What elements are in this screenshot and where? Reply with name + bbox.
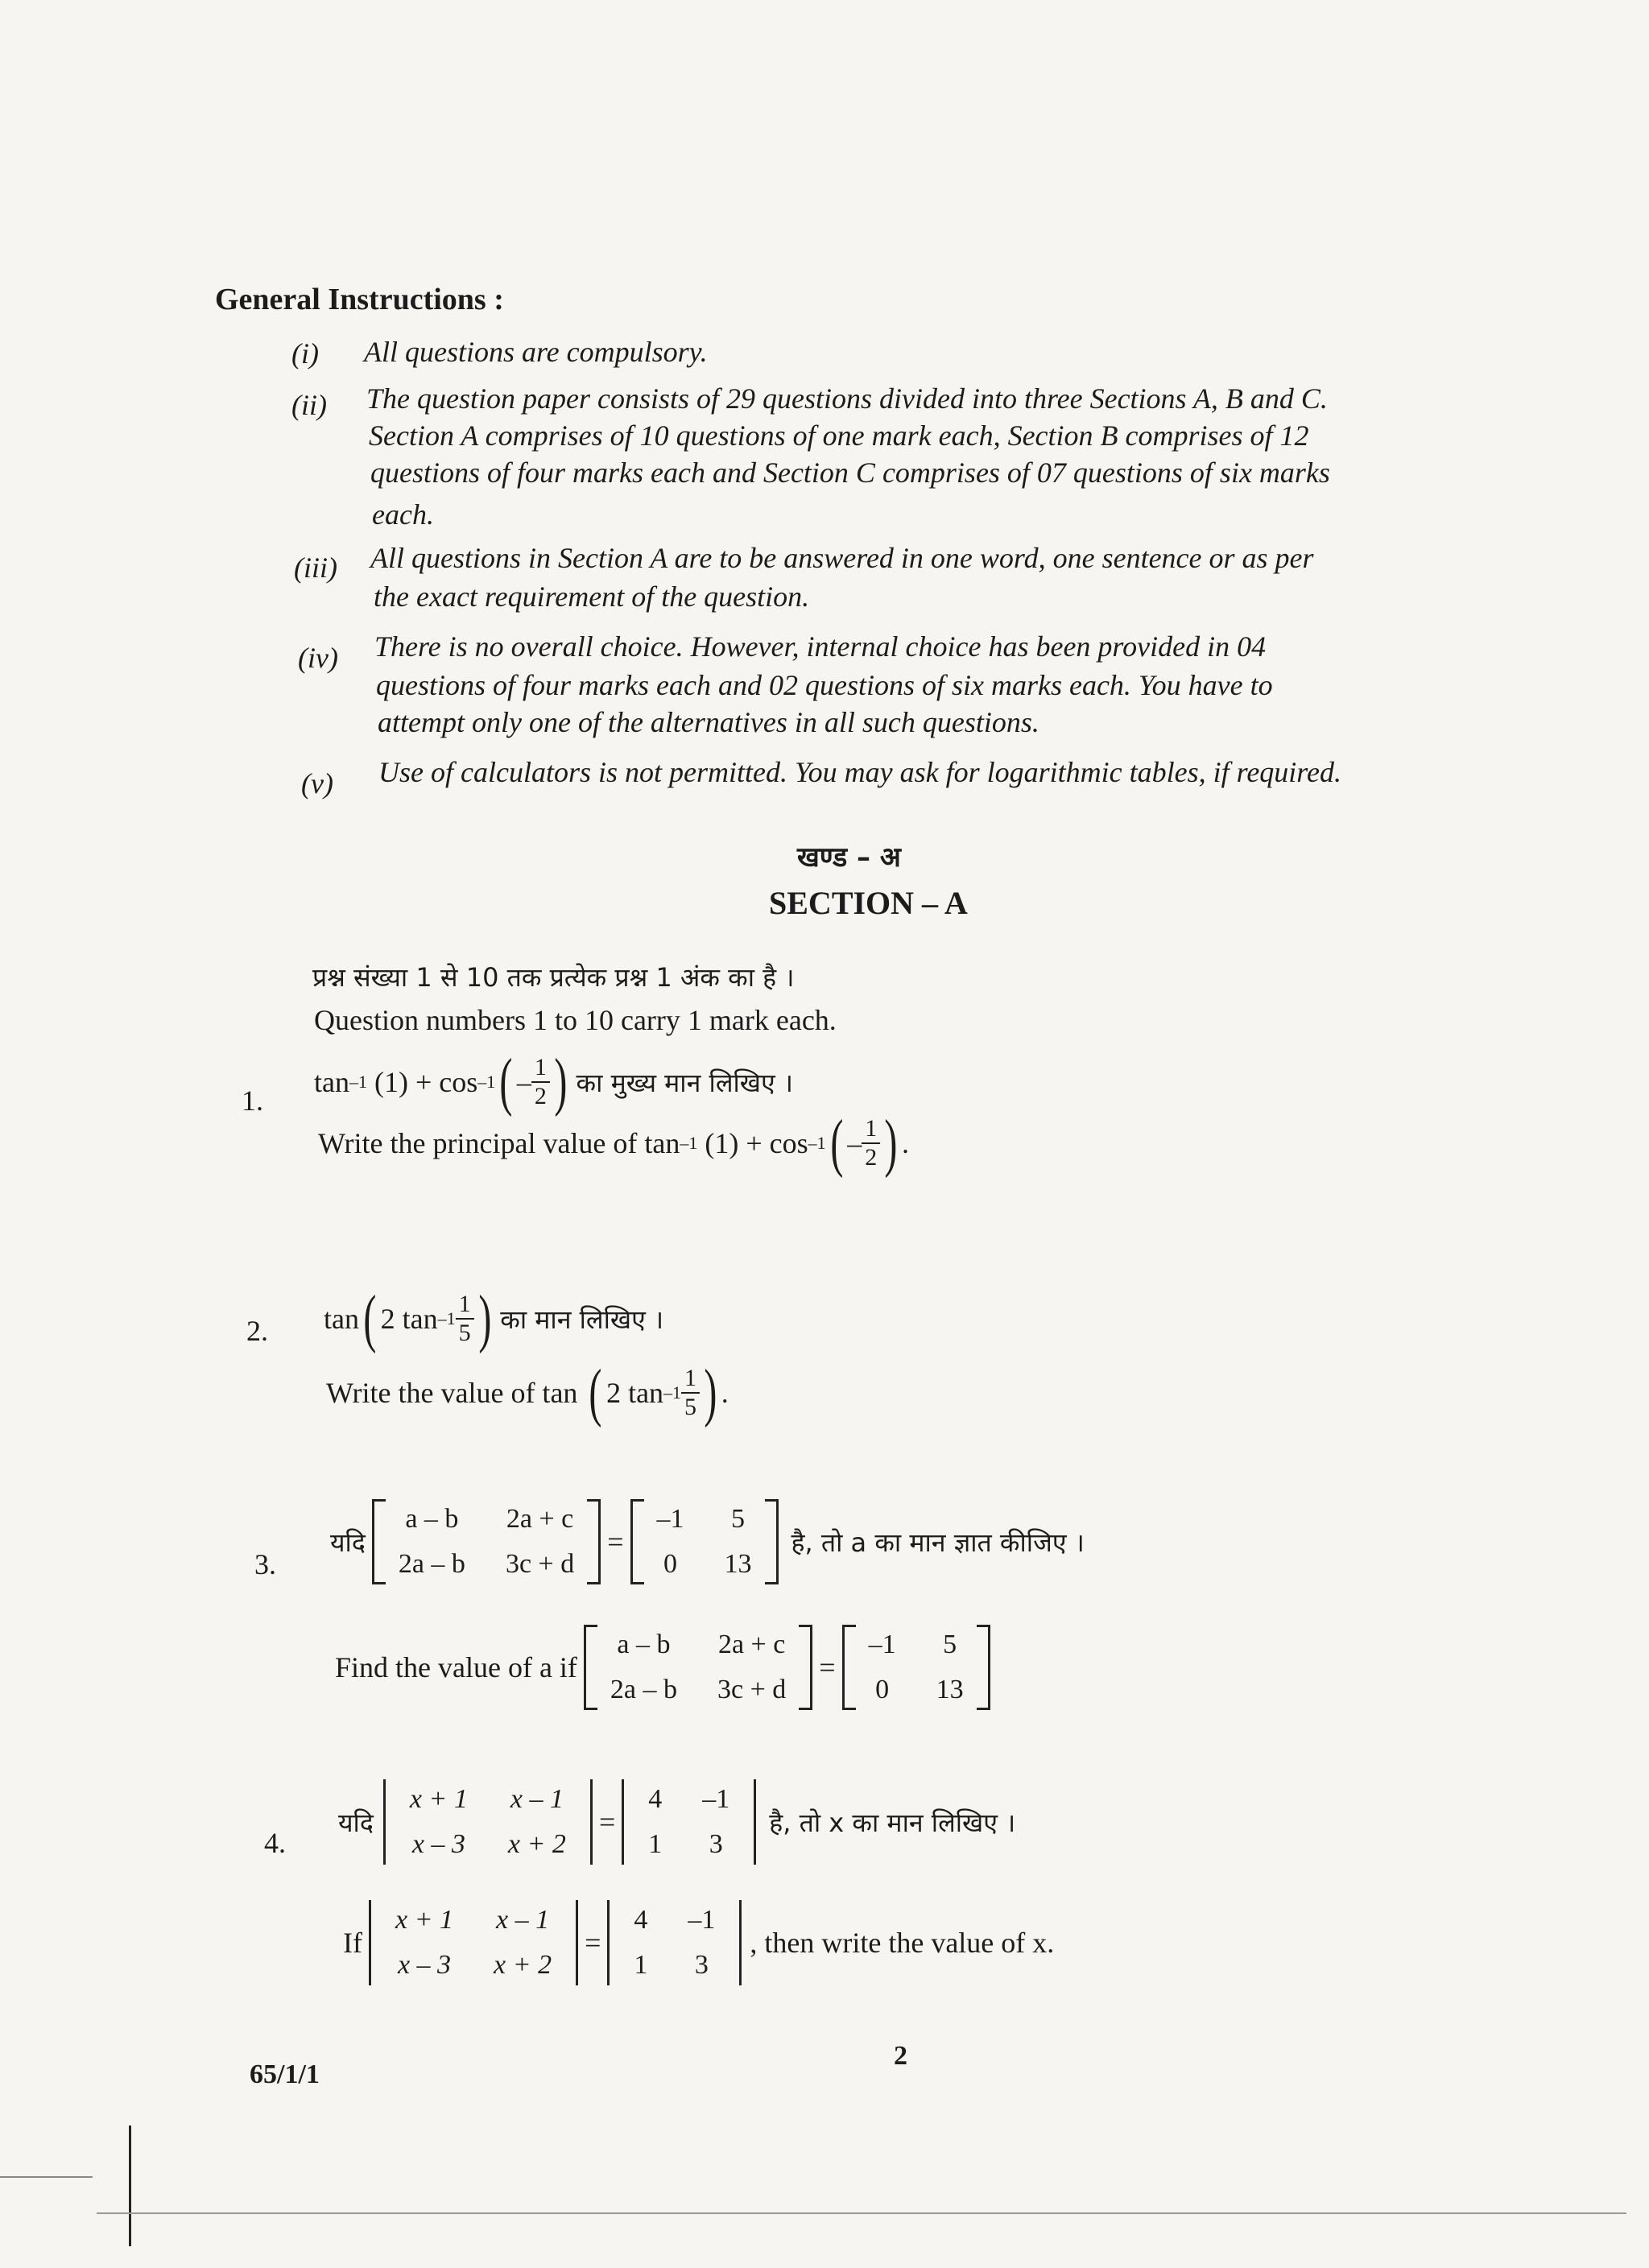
superscript: –1 bbox=[663, 1382, 682, 1403]
hindi-prefix: यदि bbox=[338, 1807, 374, 1838]
matrix-cell: 13 bbox=[936, 1675, 964, 1704]
matrix-cell: 2a – b bbox=[398, 1549, 465, 1579]
left-paren: ( bbox=[829, 1108, 843, 1179]
matrix-cell: a – b bbox=[617, 1630, 671, 1659]
matrix-cell: x + 1 bbox=[409, 1784, 468, 1814]
equals-sign: = bbox=[607, 1526, 624, 1558]
instruction-text: the exact requirement of the question. bbox=[374, 580, 810, 613]
right-paren: ) bbox=[884, 1108, 898, 1179]
question-4-hindi bbox=[338, 1779, 1015, 1865]
matrix-cell: 3c + d bbox=[717, 1675, 787, 1704]
equals-sign: = bbox=[598, 1806, 616, 1838]
question-2-hindi bbox=[324, 1283, 664, 1354]
question-number: 1. bbox=[242, 1084, 263, 1117]
denominator: 5 bbox=[458, 1320, 471, 1346]
question-1-english bbox=[318, 1108, 909, 1179]
matrix-cell: 0 bbox=[663, 1549, 678, 1579]
instruction-text: All questions are compulsory. bbox=[364, 336, 708, 368]
question-2-english bbox=[326, 1357, 729, 1428]
matrix-cell: x – 1 bbox=[510, 1784, 564, 1814]
matrix-cell: 4 bbox=[648, 1784, 663, 1814]
matrix-cell: x – 3 bbox=[397, 1950, 452, 1980]
matrix-cell: 13 bbox=[724, 1549, 752, 1579]
superscript: –1 bbox=[680, 1133, 698, 1153]
left-paren: ( bbox=[499, 1047, 513, 1117]
question-text: Find the value of a if bbox=[335, 1651, 577, 1683]
matrix-lhs bbox=[372, 1499, 601, 1584]
superscript: –1 bbox=[437, 1308, 456, 1328]
superscript: –1 bbox=[349, 1072, 367, 1092]
determinant-lhs bbox=[369, 1900, 578, 1985]
determinant-rhs bbox=[622, 1779, 756, 1865]
hindi-suffix: है, तो x का मान लिखिए । bbox=[769, 1807, 1016, 1838]
hindi-suffix: का मुख्य मान लिखिए । bbox=[576, 1067, 793, 1098]
instruction-number: (iv) bbox=[298, 642, 338, 674]
page-number: 2 bbox=[894, 2041, 907, 2071]
question-number: 4. bbox=[264, 1827, 286, 1859]
instruction-text: questions of four marks each and 02 questions of six marks each. You have to bbox=[376, 669, 1273, 701]
matrix-cell: 2a + c bbox=[506, 1504, 574, 1534]
instruction-text: The question paper consists of 29 questions divided into three Sections A, B and C. bbox=[366, 382, 1328, 415]
question-text: If bbox=[343, 1927, 362, 1959]
matrix-rhs bbox=[630, 1499, 779, 1584]
matrix-cell: –1 bbox=[702, 1784, 730, 1814]
superscript: –1 bbox=[477, 1072, 496, 1092]
matrix-cell: a – b bbox=[405, 1504, 459, 1534]
section-note: Question numbers 1 to 10 carry 1 mark each. bbox=[314, 1004, 837, 1036]
matrix-cell: x + 2 bbox=[507, 1829, 566, 1859]
page-edge-line bbox=[97, 2212, 1626, 2214]
right-paren: ) bbox=[477, 1283, 491, 1354]
question-text: Write the value of tan bbox=[326, 1377, 578, 1409]
question-number: 2. bbox=[246, 1315, 268, 1347]
fraction bbox=[862, 1115, 880, 1171]
instruction-text: questions of four marks each and Section C comprises of 07 questions of six marks bbox=[370, 456, 1330, 489]
question-4-english bbox=[343, 1900, 1054, 1985]
numerator: 1 bbox=[531, 1054, 550, 1083]
instruction-text: attempt only one of the alternatives in all such questions. bbox=[378, 706, 1039, 738]
matrix-cell: 0 bbox=[875, 1675, 890, 1704]
matrix-cell: x + 1 bbox=[395, 1905, 454, 1935]
denominator: 5 bbox=[684, 1394, 697, 1420]
right-paren: ) bbox=[704, 1357, 717, 1428]
hindi-prefix: यदि bbox=[330, 1526, 366, 1558]
determinant-lhs bbox=[383, 1779, 593, 1865]
denominator: 2 bbox=[534, 1083, 547, 1109]
matrix-cell: –1 bbox=[656, 1504, 684, 1534]
instruction-text: Section A comprises of 10 questions of one mark each, Section B comprises of 12 bbox=[369, 419, 1309, 452]
end-period: . bbox=[721, 1377, 729, 1409]
right-paren: ) bbox=[554, 1047, 568, 1117]
paper-code: 65/1/1 bbox=[250, 2059, 320, 2089]
question-1-hindi bbox=[314, 1047, 793, 1117]
instruction-text: All questions in Section A are to be answered in one word, one sentence or as per bbox=[370, 542, 1314, 574]
margin-mark bbox=[129, 2125, 131, 2246]
matrix-cell: x – 1 bbox=[496, 1905, 550, 1935]
fraction bbox=[456, 1291, 474, 1347]
section-title-hindi: खण्ड – अ bbox=[797, 841, 901, 874]
math-expression: 2 tan bbox=[606, 1377, 664, 1409]
left-paren: ( bbox=[363, 1283, 377, 1354]
numerator: 1 bbox=[456, 1291, 474, 1320]
instruction-text: Use of calculators is not permitted. You may ask for logarithmic tables, if required. bbox=[378, 756, 1341, 788]
matrix-cell: 2a – b bbox=[610, 1675, 678, 1704]
math-expression: tan bbox=[314, 1066, 349, 1098]
matrix-cell: x – 3 bbox=[411, 1829, 465, 1859]
instruction-number: (v) bbox=[301, 767, 333, 799]
matrix-cell: –1 bbox=[868, 1630, 896, 1659]
matrix-cell: 1 bbox=[634, 1950, 648, 1980]
instruction-number: (i) bbox=[291, 337, 319, 370]
general-instructions-heading: General Instructions : bbox=[215, 283, 504, 316]
math-expression: 2 tan bbox=[380, 1303, 438, 1335]
margin-line bbox=[0, 2176, 93, 2178]
minus-sign: – bbox=[847, 1127, 862, 1159]
matrix-cell: 1 bbox=[648, 1829, 663, 1859]
matrix-cell: 2a + c bbox=[717, 1630, 786, 1659]
matrix-cell: x + 2 bbox=[494, 1950, 552, 1980]
matrix-cell: 3 bbox=[694, 1950, 709, 1980]
question-text: , then write the value of x. bbox=[750, 1927, 1055, 1959]
equals-sign: = bbox=[819, 1651, 836, 1683]
instruction-number: (iii) bbox=[294, 552, 337, 584]
end-period: . bbox=[901, 1127, 909, 1159]
fraction bbox=[531, 1054, 550, 1110]
denominator: 2 bbox=[865, 1144, 878, 1171]
section-note-hindi: प्रश्न संख्या 1 से 10 तक प्रत्येक प्रश्न 1 अंक का है । bbox=[312, 962, 795, 993]
matrix-cell: 4 bbox=[634, 1905, 648, 1935]
instruction-text: each. bbox=[372, 498, 434, 531]
fraction bbox=[681, 1365, 700, 1421]
numerator: 1 bbox=[681, 1365, 700, 1394]
math-expression: (1) + cos bbox=[705, 1127, 808, 1159]
matrix-cell: 5 bbox=[731, 1504, 746, 1534]
matrix-cell: 3 bbox=[709, 1829, 723, 1859]
superscript: –1 bbox=[808, 1133, 826, 1153]
minus-sign: – bbox=[516, 1066, 531, 1098]
math-expression: (1) + cos bbox=[374, 1066, 478, 1098]
hindi-suffix: का मान लिखिए । bbox=[500, 1303, 664, 1335]
question-number: 3. bbox=[254, 1548, 276, 1580]
question-text: Write the principal value of tan bbox=[318, 1127, 680, 1159]
question-3-english bbox=[335, 1625, 990, 1710]
left-paren: ( bbox=[589, 1357, 602, 1428]
instruction-text: There is no overall choice. However, internal choice has been provided in 04 bbox=[374, 630, 1267, 663]
matrix-cell: –1 bbox=[688, 1905, 716, 1935]
math-expression: tan bbox=[324, 1303, 359, 1335]
matrix-cell: 3c + d bbox=[505, 1549, 575, 1579]
instruction-number: (ii) bbox=[291, 389, 327, 421]
section-title: SECTION – A bbox=[769, 885, 968, 921]
question-3-hindi bbox=[330, 1499, 1085, 1584]
matrix-cell: 5 bbox=[943, 1630, 957, 1659]
matrix-rhs bbox=[842, 1625, 990, 1710]
numerator: 1 bbox=[862, 1115, 880, 1144]
determinant-rhs bbox=[607, 1900, 742, 1985]
equals-sign: = bbox=[585, 1927, 601, 1959]
matrix-lhs bbox=[584, 1625, 812, 1710]
hindi-suffix: है, तो a का मान ज्ञात कीजिए । bbox=[791, 1526, 1085, 1558]
